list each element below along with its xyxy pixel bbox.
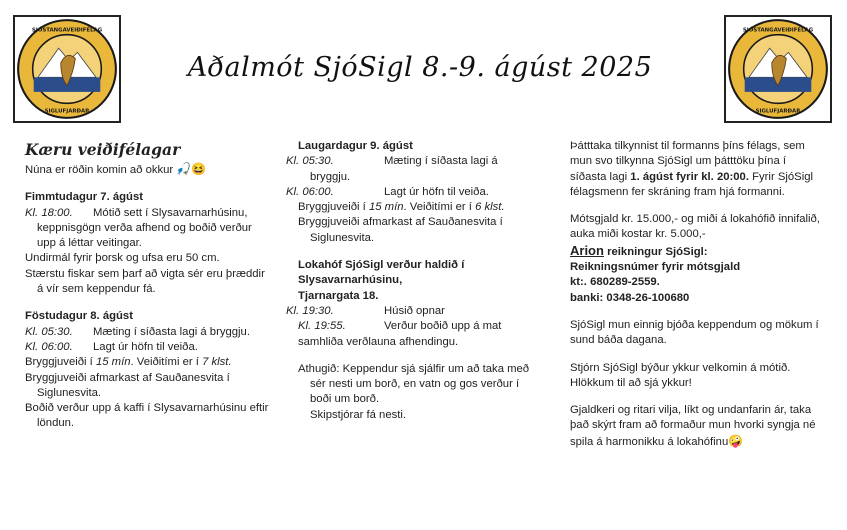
saturday-time-2: Kl. 06:00.: [286, 185, 334, 198]
svg-text:SIGLUFJARÐAR: SIGLUFJARÐAR: [44, 108, 90, 115]
greeting-heading: Kæru veiðifélagar: [25, 140, 181, 159]
account-title: [570, 243, 825, 260]
club-emblem-icon: [15, 17, 119, 121]
biggest-fish-text: Stærstu fiskar sem þarf að vigta sér eru þræddir á vír sem keppendur fá.: [25, 267, 265, 296]
zany-face-emoji-icon: 🤪: [728, 433, 744, 448]
text-part: . Veiðitími er í: [403, 201, 476, 214]
friday-coffee: Boðið verður upp á kaffi í Slysavarnarhúsinu eftir löndun.: [25, 402, 269, 430]
final-entry-2: [298, 319, 533, 350]
text-part: 6 klst.: [475, 201, 505, 214]
final-time-2: Kl. 19:55.: [298, 320, 346, 333]
account-label: Reikningsnúmer fyrir mótsgjald: [570, 261, 741, 274]
friday-fishing-time: [25, 355, 270, 370]
bank-account: banki: 0348-26-100680: [570, 291, 690, 304]
thursday-time: Kl. 18:00.: [25, 206, 73, 219]
final-time-1: Kl. 19:30.: [286, 304, 334, 317]
final-party-address: Tjarnargata 18.: [298, 289, 379, 302]
saturday-marked-area: Bryggjuveiði afmarkast af Sauðanesvita í Siglunesvita.: [298, 216, 503, 244]
final-text-2: Verður boðið upp á mat samhliða verðlauna afhendingu.: [298, 320, 502, 348]
column-middle: [286, 139, 533, 423]
club-logo-left: [13, 15, 121, 123]
text-part: Fyrir SjóSigl félagsmenn fer skráning fram hjá formanni.: [570, 170, 814, 198]
final-text-1: Húsið opnar: [384, 304, 445, 317]
final-entry-1: [286, 304, 533, 319]
text-part: Bryggjuveiði í: [298, 201, 369, 214]
column-right: [570, 139, 825, 450]
friday-time-2: Kl. 06:00.: [25, 340, 73, 353]
thursday-text: Mótið sett í Slysavarnarhúsinu, keppnisgögn verða afhend og boðið verður upp á léttar veitingar.: [37, 206, 252, 250]
fishing-emoji-icon: 🎣😆: [176, 162, 207, 176]
registration-deadline: 1. ágúst fyrir kl. 20:00.: [630, 170, 749, 183]
svg-text:SJÓSTANGAVEIÐIFÉLAG: SJÓSTANGAVEIÐIFÉLAG: [742, 27, 814, 34]
svg-text:SIGLUFJARÐAR: SIGLUFJARÐAR: [755, 108, 801, 115]
club-emblem-icon: [726, 17, 830, 121]
note-text: Athugið: Keppendur sjá sjálfir um að taka með sér nesti um borð, en vatn og gos verður í boði um borð.: [298, 362, 530, 406]
friday-marked-area: Bryggjuveiði afmarkast af Sauðanesvita í Siglunesvita.: [25, 371, 230, 399]
text-part: . Veiðitími er í: [130, 356, 203, 369]
friday-entry-2: [25, 340, 270, 355]
saturday-entry-1: [286, 154, 533, 185]
min-size-text: Undirmál fyrir þorsk og ufsa eru 50 cm.: [25, 252, 220, 265]
captains-note: Skipstjórar fá nesti.: [310, 408, 407, 421]
friday-text-1: Mæting í síðasta lagi á bryggju.: [93, 325, 250, 338]
intro-text: [25, 162, 270, 178]
intro-label: Núna er röðin komin að okkur: [25, 164, 174, 176]
friday-time-1: Kl. 05:30.: [25, 325, 73, 338]
registration-text: [570, 139, 825, 200]
thursday-entry: [25, 206, 270, 252]
kennitala: kt:. 680289-2559.: [570, 276, 660, 289]
text-part: Bryggjuveiði í: [25, 356, 96, 369]
text-part: 15 mín: [368, 201, 404, 214]
arion-bank-name: Arion: [570, 242, 604, 258]
saturday-text-1: Mæting í síðasta lagi á bryggju.: [310, 155, 498, 183]
column-left: [25, 140, 270, 432]
page-title: Aðalmót SjóSigl 8.-9. ágúst 2025: [187, 52, 653, 83]
svg-text:SJÓSTANGAVEIÐIFÉLAG: SJÓSTANGAVEIÐIFÉLAG: [31, 27, 103, 34]
friday-entry-1: [25, 325, 270, 340]
saturday-entry-2: [286, 185, 533, 200]
text-part: Gjaldkeri og ritari vilja, líkt og undanfarin ár, taka það skýrt fram að formaður mun hvorki syngja né spila á harmonikku á lokahófinu: [570, 404, 816, 448]
saturday-fishing-time: [298, 200, 533, 215]
swim-offer: SjóSigl mun einnig bjóða keppendum og mökum í sund báða dagana.: [570, 318, 819, 347]
friday-text-2: Lagt úr höfn til veiða.: [93, 340, 198, 353]
club-logo-right: [724, 15, 832, 123]
closing-text: [570, 403, 825, 450]
fee-text: Mótsgjald kr. 15.000,- og miði á lokahófið innifalið, auka miði kostar kr. 5.000,-: [570, 213, 820, 241]
saturday-text-2: Lagt úr höfn til veiða.: [384, 185, 489, 198]
thursday-heading: Fimmtudagur 7. ágúst: [25, 191, 143, 204]
friday-heading: Föstudagur 8. ágúst: [25, 310, 133, 323]
text-part: 15 mín: [95, 356, 131, 369]
welcome-text: Stjórn SjóSigl býður ykkur velkomin á mótið. Hlökkum til að sjá ykkur!: [570, 361, 791, 389]
saturday-heading: Laugardagur 9. ágúst: [298, 140, 413, 152]
final-party-heading: Lokahóf SjóSigl verður haldið í Slysavarnarhúsinu,: [298, 259, 465, 287]
text-part: Þátttaka tilkynnist til formanns þíns félags, sem mun svo tilkynna SjóSigl um þátttöku þína í síðasta lagi: [570, 140, 805, 183]
text-part: reikningur SjóSigl:: [603, 245, 708, 258]
text-part: 7 klst.: [202, 356, 232, 369]
saturday-time-1: Kl. 05:30.: [286, 155, 334, 168]
